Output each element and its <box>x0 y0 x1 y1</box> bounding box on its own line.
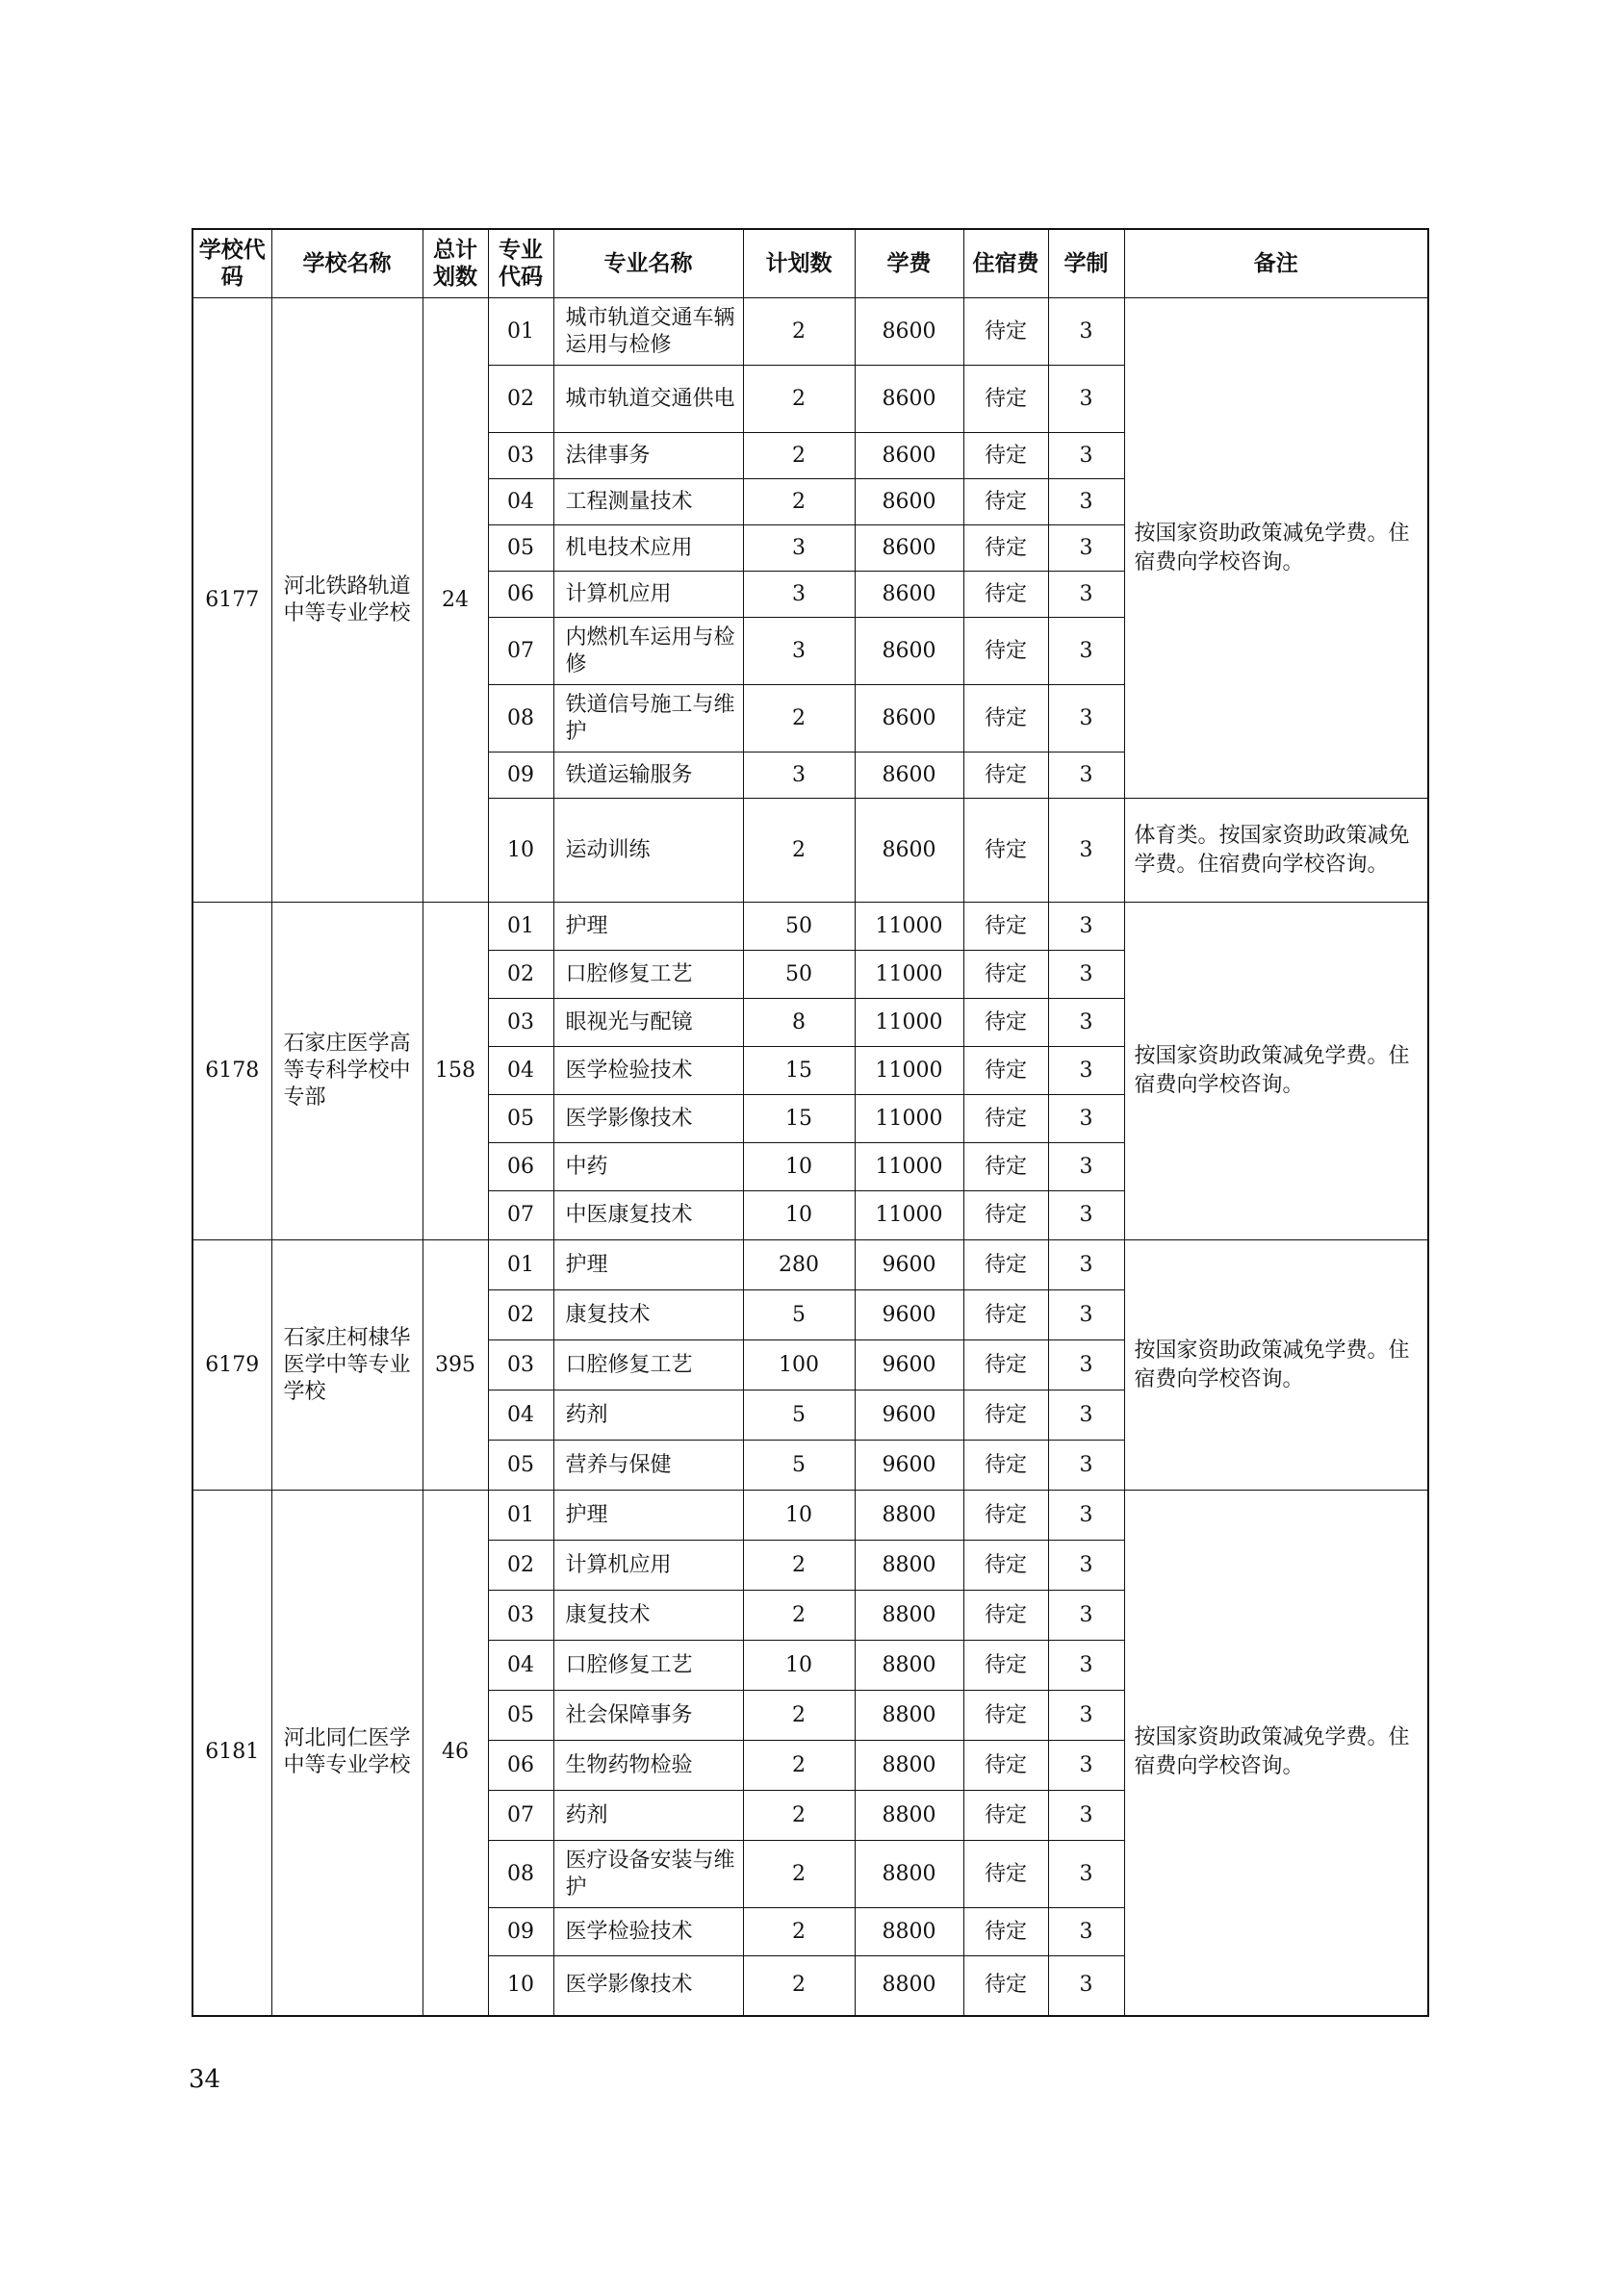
lodging-cell: 待定 <box>963 951 1048 999</box>
lodging-cell: 待定 <box>963 479 1048 525</box>
plan-count-cell: 5 <box>743 1390 855 1441</box>
plan-count-cell: 10 <box>743 1491 855 1541</box>
duration-cell: 3 <box>1048 1791 1124 1841</box>
major-code-cell: 01 <box>488 298 553 366</box>
tuition-cell: 8800 <box>855 1791 963 1841</box>
school-code-cell: 6177 <box>192 298 271 903</box>
header-total-plan: 总计划数 <box>423 229 488 298</box>
major-name-cell: 中药 <box>553 1143 743 1191</box>
tuition-cell: 8800 <box>855 1908 963 1956</box>
major-code-cell: 09 <box>488 1908 553 1956</box>
tuition-cell: 8800 <box>855 1691 963 1741</box>
lodging-cell: 待定 <box>963 1441 1048 1491</box>
table-row <box>192 1240 1428 1290</box>
school-code-cell: 6179 <box>192 1240 271 1491</box>
major-name-cell: 医学影像技术 <box>553 1956 743 2016</box>
lodging-cell: 待定 <box>963 685 1048 753</box>
duration-cell: 3 <box>1048 1841 1124 1908</box>
school-code-cell: 6181 <box>192 1491 271 2016</box>
tuition-cell: 11000 <box>855 1047 963 1095</box>
major-name-cell: 医学检验技术 <box>553 1047 743 1095</box>
lodging-cell: 待定 <box>963 1691 1048 1741</box>
major-code-cell: 10 <box>488 1956 553 2016</box>
plan-count-cell: 2 <box>743 799 855 903</box>
total-plan-cell: 158 <box>423 903 488 1240</box>
major-code-cell: 05 <box>488 1441 553 1491</box>
duration-cell: 3 <box>1048 433 1124 479</box>
plan-count-cell: 100 <box>743 1340 855 1390</box>
lodging-cell: 待定 <box>963 1541 1048 1591</box>
major-code-cell: 04 <box>488 1390 553 1441</box>
plan-count-cell: 3 <box>743 753 855 799</box>
school-name-cell: 河北铁路轨道中等专业学校 <box>271 298 423 903</box>
school-code-cell: 6178 <box>192 903 271 1240</box>
major-code-cell: 07 <box>488 618 553 685</box>
total-plan-cell: 395 <box>423 1240 488 1491</box>
school-name-cell: 石家庄柯棣华医学中等专业学校 <box>271 1240 423 1491</box>
duration-cell: 3 <box>1048 572 1124 618</box>
duration-cell: 3 <box>1048 1908 1124 1956</box>
lodging-cell: 待定 <box>963 1956 1048 2016</box>
duration-cell: 3 <box>1048 1191 1124 1240</box>
major-name-cell: 口腔修复工艺 <box>553 951 743 999</box>
lodging-cell: 待定 <box>963 1290 1048 1340</box>
tuition-cell: 8600 <box>855 298 963 366</box>
duration-cell: 3 <box>1048 1641 1124 1691</box>
lodging-cell: 待定 <box>963 525 1048 572</box>
tuition-cell: 11000 <box>855 903 963 951</box>
plan-count-cell: 280 <box>743 1240 855 1290</box>
lodging-cell: 待定 <box>963 1240 1048 1290</box>
major-code-cell: 04 <box>488 1047 553 1095</box>
note-cell: 按国家资助政策减免学费。住宿费向学校咨询。 <box>1124 298 1428 799</box>
duration-cell: 3 <box>1048 525 1124 572</box>
total-plan-cell: 46 <box>423 1491 488 2016</box>
plan-count-cell: 5 <box>743 1290 855 1340</box>
tuition-cell: 8800 <box>855 1541 963 1591</box>
school-name-cell: 河北同仁医学中等专业学校 <box>271 1491 423 2016</box>
duration-cell: 3 <box>1048 618 1124 685</box>
major-name-cell: 内燃机车运用与检修 <box>553 618 743 685</box>
header-major-name: 专业名称 <box>553 229 743 298</box>
major-code-cell: 02 <box>488 951 553 999</box>
plan-count-cell: 2 <box>743 1541 855 1591</box>
major-code-cell: 05 <box>488 1691 553 1741</box>
major-name-cell: 康复技术 <box>553 1591 743 1641</box>
major-name-cell: 营养与保健 <box>553 1441 743 1491</box>
lodging-cell: 待定 <box>963 1143 1048 1191</box>
tuition-cell: 11000 <box>855 1143 963 1191</box>
major-code-cell: 03 <box>488 999 553 1047</box>
major-code-cell: 03 <box>488 1340 553 1390</box>
header-school-code: 学校代码 <box>192 229 271 298</box>
major-code-cell: 06 <box>488 1143 553 1191</box>
plan-count-cell: 2 <box>743 298 855 366</box>
major-name-cell: 眼视光与配镜 <box>553 999 743 1047</box>
tuition-cell: 11000 <box>855 1191 963 1240</box>
lodging-cell: 待定 <box>963 1908 1048 1956</box>
major-code-cell: 03 <box>488 433 553 479</box>
tuition-cell: 8800 <box>855 1956 963 2016</box>
major-name-cell: 法律事务 <box>553 433 743 479</box>
duration-cell: 3 <box>1048 1390 1124 1441</box>
tuition-cell: 8600 <box>855 685 963 753</box>
plan-count-cell: 10 <box>743 1191 855 1240</box>
plan-count-cell: 15 <box>743 1047 855 1095</box>
plan-count-cell: 8 <box>743 999 855 1047</box>
major-name-cell: 中医康复技术 <box>553 1191 743 1240</box>
tuition-cell: 8600 <box>855 479 963 525</box>
plan-count-cell: 50 <box>743 903 855 951</box>
major-code-cell: 01 <box>488 1491 553 1541</box>
duration-cell: 3 <box>1048 1956 1124 2016</box>
major-name-cell: 铁道运输服务 <box>553 753 743 799</box>
table-header-row <box>192 229 1428 298</box>
lodging-cell: 待定 <box>963 1095 1048 1143</box>
major-name-cell: 医学影像技术 <box>553 1095 743 1143</box>
tuition-cell: 9600 <box>855 1290 963 1340</box>
lodging-cell: 待定 <box>963 799 1048 903</box>
table-body <box>192 298 1428 2016</box>
major-code-cell: 09 <box>488 753 553 799</box>
duration-cell: 3 <box>1048 753 1124 799</box>
plan-count-cell: 2 <box>743 1956 855 2016</box>
major-name-cell: 计算机应用 <box>553 1541 743 1591</box>
lodging-cell: 待定 <box>963 999 1048 1047</box>
plan-count-cell: 2 <box>743 1908 855 1956</box>
header-plan-count: 计划数 <box>743 229 855 298</box>
lodging-cell: 待定 <box>963 1641 1048 1691</box>
major-code-cell: 10 <box>488 799 553 903</box>
header-duration: 学制 <box>1048 229 1124 298</box>
tuition-cell: 9600 <box>855 1240 963 1290</box>
major-name-cell: 计算机应用 <box>553 572 743 618</box>
duration-cell: 3 <box>1048 479 1124 525</box>
major-code-cell: 01 <box>488 903 553 951</box>
duration-cell: 3 <box>1048 1240 1124 1290</box>
table-row <box>192 298 1428 366</box>
major-name-cell: 城市轨道交通车辆运用与检修 <box>553 298 743 366</box>
plan-count-cell: 2 <box>743 1741 855 1791</box>
table-row <box>192 903 1428 951</box>
duration-cell: 3 <box>1048 951 1124 999</box>
tuition-cell: 11000 <box>855 1095 963 1143</box>
duration-cell: 3 <box>1048 799 1124 903</box>
duration-cell: 3 <box>1048 1741 1124 1791</box>
note-cell: 按国家资助政策减免学费。住宿费向学校咨询。 <box>1124 903 1428 1240</box>
lodging-cell: 待定 <box>963 366 1048 433</box>
major-code-cell: 02 <box>488 1290 553 1340</box>
tuition-cell: 8600 <box>855 366 963 433</box>
tuition-cell: 8800 <box>855 1591 963 1641</box>
enrollment-plan-table <box>192 228 1429 2017</box>
major-code-cell: 06 <box>488 572 553 618</box>
duration-cell: 3 <box>1048 366 1124 433</box>
lodging-cell: 待定 <box>963 433 1048 479</box>
plan-count-cell: 3 <box>743 525 855 572</box>
plan-count-cell: 15 <box>743 1095 855 1143</box>
total-plan-cell: 24 <box>423 298 488 903</box>
note-cell: 按国家资助政策减免学费。住宿费向学校咨询。 <box>1124 1240 1428 1491</box>
plan-count-cell: 2 <box>743 1841 855 1908</box>
major-code-cell: 08 <box>488 1841 553 1908</box>
major-code-cell: 01 <box>488 1240 553 1290</box>
tuition-cell: 11000 <box>855 999 963 1047</box>
page-number: 34 <box>189 2065 221 2094</box>
plan-count-cell: 10 <box>743 1641 855 1691</box>
tuition-cell: 8600 <box>855 525 963 572</box>
major-name-cell: 医学检验技术 <box>553 1908 743 1956</box>
plan-count-cell: 2 <box>743 366 855 433</box>
major-code-cell: 04 <box>488 1641 553 1691</box>
major-name-cell: 社会保障事务 <box>553 1691 743 1741</box>
lodging-cell: 待定 <box>963 298 1048 366</box>
tuition-cell: 8600 <box>855 618 963 685</box>
note-cell: 体育类。按国家资助政策减免学费。住宿费向学校咨询。 <box>1124 799 1428 903</box>
tuition-cell: 8600 <box>855 572 963 618</box>
lodging-cell: 待定 <box>963 1390 1048 1441</box>
major-code-cell: 05 <box>488 525 553 572</box>
lodging-cell: 待定 <box>963 1191 1048 1240</box>
major-code-cell: 05 <box>488 1095 553 1143</box>
major-code-cell: 06 <box>488 1741 553 1791</box>
major-code-cell: 04 <box>488 479 553 525</box>
major-name-cell: 铁道信号施工与维护 <box>553 685 743 753</box>
tuition-cell: 8800 <box>855 1641 963 1691</box>
plan-count-cell: 2 <box>743 479 855 525</box>
tuition-cell: 8600 <box>855 753 963 799</box>
major-name-cell: 生物药物检验 <box>553 1741 743 1791</box>
major-name-cell: 药剂 <box>553 1390 743 1441</box>
duration-cell: 3 <box>1048 685 1124 753</box>
duration-cell: 3 <box>1048 1340 1124 1390</box>
plan-count-cell: 5 <box>743 1441 855 1491</box>
major-name-cell: 康复技术 <box>553 1290 743 1340</box>
duration-cell: 3 <box>1048 298 1124 366</box>
duration-cell: 3 <box>1048 999 1124 1047</box>
lodging-cell: 待定 <box>963 618 1048 685</box>
major-name-cell: 医疗设备安装与维护 <box>553 1841 743 1908</box>
school-name-cell: 石家庄医学高等专科学校中专部 <box>271 903 423 1240</box>
header-lodging: 住宿费 <box>963 229 1048 298</box>
major-code-cell: 07 <box>488 1791 553 1841</box>
duration-cell: 3 <box>1048 1441 1124 1491</box>
duration-cell: 3 <box>1048 1143 1124 1191</box>
lodging-cell: 待定 <box>963 572 1048 618</box>
lodging-cell: 待定 <box>963 1340 1048 1390</box>
plan-count-cell: 3 <box>743 572 855 618</box>
major-name-cell: 运动训练 <box>553 799 743 903</box>
lodging-cell: 待定 <box>963 1047 1048 1095</box>
major-name-cell: 护理 <box>553 1240 743 1290</box>
note-cell: 按国家资助政策减免学费。住宿费向学校咨询。 <box>1124 1491 1428 2016</box>
major-code-cell: 02 <box>488 366 553 433</box>
tuition-cell: 8800 <box>855 1491 963 1541</box>
major-code-cell: 03 <box>488 1591 553 1641</box>
duration-cell: 3 <box>1048 1491 1124 1541</box>
duration-cell: 3 <box>1048 1095 1124 1143</box>
tuition-cell: 8800 <box>855 1841 963 1908</box>
lodging-cell: 待定 <box>963 1741 1048 1791</box>
tuition-cell: 9600 <box>855 1441 963 1491</box>
lodging-cell: 待定 <box>963 1591 1048 1641</box>
major-name-cell: 护理 <box>553 903 743 951</box>
major-code-cell: 07 <box>488 1191 553 1240</box>
lodging-cell: 待定 <box>963 903 1048 951</box>
header-tuition: 学费 <box>855 229 963 298</box>
lodging-cell: 待定 <box>963 1491 1048 1541</box>
plan-count-cell: 2 <box>743 1791 855 1841</box>
duration-cell: 3 <box>1048 1290 1124 1340</box>
plan-count-cell: 2 <box>743 685 855 753</box>
header-note: 备注 <box>1124 229 1428 298</box>
plan-count-cell: 2 <box>743 1691 855 1741</box>
header-school-name: 学校名称 <box>271 229 423 298</box>
major-name-cell: 护理 <box>553 1491 743 1541</box>
major-name-cell: 城市轨道交通供电 <box>553 366 743 433</box>
major-name-cell: 口腔修复工艺 <box>553 1340 743 1390</box>
major-code-cell: 02 <box>488 1541 553 1591</box>
duration-cell: 3 <box>1048 1541 1124 1591</box>
tuition-cell: 9600 <box>855 1390 963 1441</box>
plan-count-cell: 10 <box>743 1143 855 1191</box>
major-name-cell: 药剂 <box>553 1791 743 1841</box>
plan-count-cell: 3 <box>743 618 855 685</box>
table-row <box>192 1491 1428 1541</box>
tuition-cell: 8800 <box>855 1741 963 1791</box>
tuition-cell: 8600 <box>855 799 963 903</box>
duration-cell: 3 <box>1048 1591 1124 1641</box>
major-name-cell: 工程测量技术 <box>553 479 743 525</box>
lodging-cell: 待定 <box>963 753 1048 799</box>
duration-cell: 3 <box>1048 1047 1124 1095</box>
major-name-cell: 口腔修复工艺 <box>553 1641 743 1691</box>
major-name-cell: 机电技术应用 <box>553 525 743 572</box>
duration-cell: 3 <box>1048 903 1124 951</box>
tuition-cell: 9600 <box>855 1340 963 1390</box>
major-code-cell: 08 <box>488 685 553 753</box>
tuition-cell: 11000 <box>855 951 963 999</box>
plan-count-cell: 2 <box>743 433 855 479</box>
plan-count-cell: 50 <box>743 951 855 999</box>
header-major-code: 专业代码 <box>488 229 553 298</box>
lodging-cell: 待定 <box>963 1841 1048 1908</box>
tuition-cell: 8600 <box>855 433 963 479</box>
duration-cell: 3 <box>1048 1691 1124 1741</box>
plan-count-cell: 2 <box>743 1591 855 1641</box>
lodging-cell: 待定 <box>963 1791 1048 1841</box>
